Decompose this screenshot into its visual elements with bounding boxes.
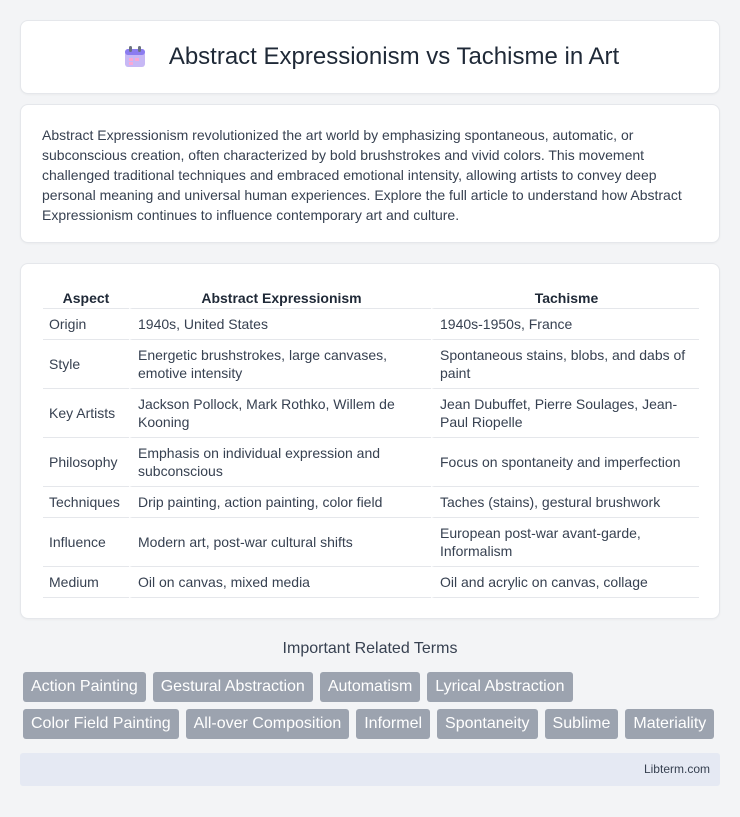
row-aspect: Style — [43, 340, 129, 389]
table-row — [43, 309, 699, 340]
footer — [20, 753, 720, 786]
cell-tachisme: Oil and acrylic on canvas, collage — [431, 567, 699, 598]
cell-abstract-expressionism: Modern art, post-war cultural shifts — [129, 518, 431, 567]
term-tag[interactable]: Automatism — [320, 672, 420, 702]
cell-abstract-expressionism: Oil on canvas, mixed media — [129, 567, 431, 598]
cell-tachisme: Spontaneous stains, blobs, and dabs of paint — [431, 340, 699, 389]
calendar-icon — [121, 43, 149, 71]
table-row — [43, 340, 699, 389]
intro-card — [20, 104, 720, 243]
cell-tachisme: 1940s-1950s, France — [431, 309, 699, 340]
table-row — [43, 518, 699, 567]
related-terms-title: Important Related Terms — [282, 640, 458, 657]
cell-abstract-expressionism: Jackson Pollock, Mark Rothko, Willem de Kooning — [129, 389, 431, 438]
header-card — [20, 20, 720, 94]
cell-tachisme: Taches (stains), gestural brushwork — [431, 487, 699, 518]
term-tag[interactable]: Spontaneity — [437, 709, 538, 739]
cell-tachisme: Jean Dubuffet, Pierre Soulages, Jean-Paul Riopelle — [431, 389, 699, 438]
cell-abstract-expressionism: Drip painting, action painting, color field — [129, 487, 431, 518]
table-row — [43, 438, 699, 487]
term-tag[interactable]: Sublime — [545, 709, 619, 739]
cell-abstract-expressionism: Emphasis on individual expression and subconscious — [129, 438, 431, 487]
table-row — [43, 389, 699, 438]
cell-abstract-expressionism: Energetic brushstrokes, large canvases, emotive intensity — [129, 340, 431, 389]
term-tag[interactable]: Informel — [356, 709, 430, 739]
cell-tachisme: European post-war avant-garde, Informalism — [431, 518, 699, 567]
column-header-aspect: Aspect — [43, 286, 129, 309]
row-aspect: Philosophy — [43, 438, 129, 487]
row-aspect: Medium — [43, 567, 129, 598]
row-aspect: Techniques — [43, 487, 129, 518]
column-header-abstract-expressionism: Abstract Expressionism — [129, 286, 431, 309]
row-aspect: Origin — [43, 309, 129, 340]
table-row — [43, 567, 699, 598]
related-terms-row — [23, 672, 723, 702]
term-tag[interactable]: Gestural Abstraction — [153, 672, 313, 702]
term-tag[interactable]: Lyrical Abstraction — [427, 672, 572, 702]
term-tag[interactable]: All-over Composition — [186, 709, 350, 739]
row-aspect: Key Artists — [43, 389, 129, 438]
term-tag[interactable]: Materiality — [625, 709, 714, 739]
cell-tachisme: Focus on spontaneity and imperfection — [431, 438, 699, 487]
term-tag[interactable]: Action Painting — [23, 672, 146, 702]
related-terms-row — [23, 709, 723, 739]
comparison-table — [43, 286, 699, 598]
page-title: Abstract Expressionism vs Tachisme in Art — [168, 43, 620, 70]
cell-abstract-expressionism: 1940s, United States — [129, 309, 431, 340]
row-aspect: Influence — [43, 518, 129, 567]
intro-text: Abstract Expressionism revolutionized the art world by emphasizing spontaneous, automatic, or subconscious creation, often characterized by bold brushstrokes and vivid colors. This movement challenged traditional techniques and embraced emotional intensity, allowing artists to convey deep personal meaning and universal human experiences. Explore the full article to understand how Abstract Expressionism continues to influence contemporary art and culture. — [42, 127, 682, 223]
term-tag[interactable]: Color Field Painting — [23, 709, 179, 739]
table-row — [43, 487, 699, 518]
column-header-tachisme: Tachisme — [431, 286, 699, 309]
comparison-table-card — [20, 263, 720, 619]
footer-link[interactable]: Libterm.com — [643, 762, 710, 776]
related-terms — [23, 672, 723, 746]
